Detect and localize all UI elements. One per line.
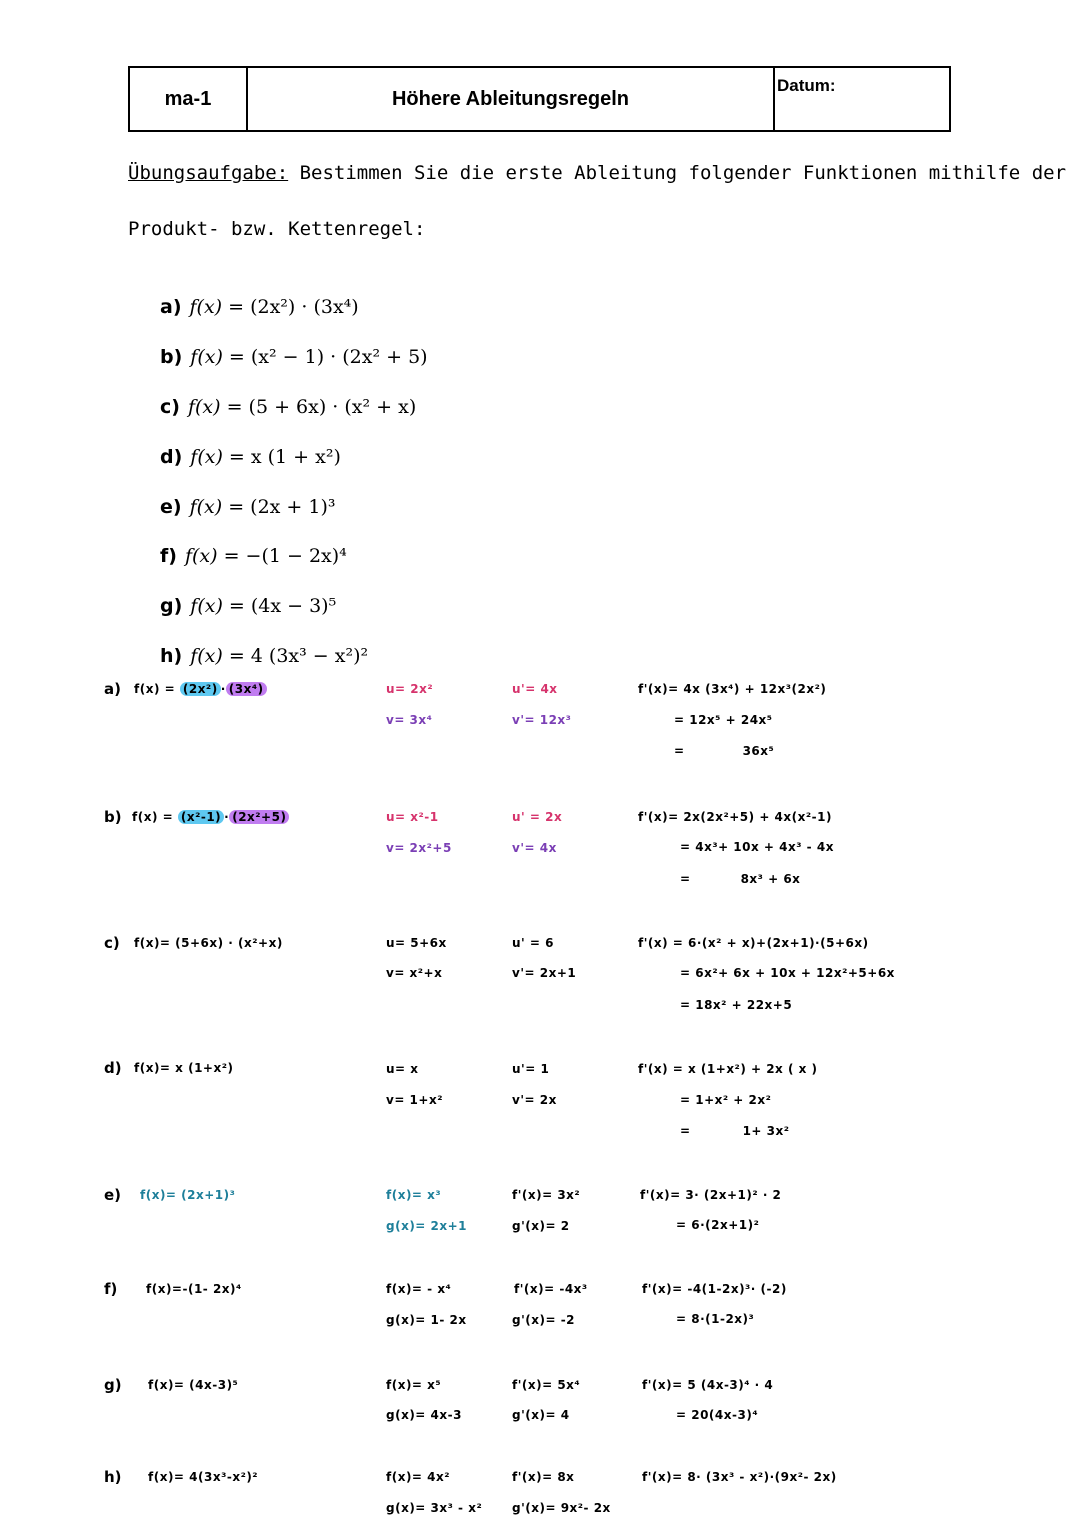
- solution-a-v: v= 3x⁴: [386, 713, 433, 727]
- header-table: [128, 66, 951, 132]
- solution-h-f: f(x)= 4x²: [386, 1470, 451, 1484]
- solution-h-dg: g'(x)= 9x²- 2x: [512, 1501, 611, 1515]
- solution-f-f: f(x)= - x⁴: [386, 1282, 452, 1296]
- solution-g-result-1: f'(x)= 5 (4x-3)⁴ · 4: [642, 1378, 774, 1392]
- solution-d-label: d): [104, 1059, 122, 1077]
- solution-b-result-3: = 8x³ + 6x: [680, 872, 801, 886]
- solution-a-result-3: = 36x⁵: [674, 744, 775, 758]
- solution-b-du: u' = 2x: [512, 810, 563, 824]
- exercise-label: Übungsaufgabe:: [128, 162, 289, 184]
- solution-c-result-3: = 18x² + 22x+5: [680, 998, 793, 1012]
- solution-c-result-2: = 6x²+ 6x + 10x + 12x²+5+6x: [680, 966, 895, 980]
- solution-e-f: f(x)= x³: [386, 1188, 442, 1202]
- solution-e-function: f(x)= (2x+1)³: [140, 1188, 236, 1202]
- task-c: c) f(x) = (5 + 6x) · (x² + x): [160, 396, 417, 418]
- solution-c-du: u' = 6: [512, 936, 554, 950]
- task-f: f) f(x) = −(1 − 2x)⁴: [160, 545, 347, 567]
- solution-g-function: f(x)= (4x-3)⁵: [148, 1378, 239, 1392]
- solution-e-label: e): [104, 1186, 122, 1204]
- solution-a-result-2: = 12x⁵ + 24x⁵: [674, 713, 773, 727]
- task-h: h) f(x) = 4 (3x³ − x²)²: [160, 645, 369, 667]
- solution-h-function: f(x)= 4(3x³-x²)²: [148, 1470, 259, 1484]
- solution-b-v: v= 2x²+5: [386, 841, 452, 855]
- solution-b-result-1: f'(x)= 2x(2x²+5) + 4x(x²-1): [638, 810, 832, 824]
- solution-e-result-1: f'(x)= 3· (2x+1)² · 2: [640, 1188, 782, 1202]
- solution-c-label: c): [104, 934, 120, 952]
- solution-a-function: f(x) = (2x²) · (3x⁴): [134, 682, 267, 696]
- solution-d-v: v= 1+x²: [386, 1093, 443, 1107]
- solution-g-df: f'(x)= 5x⁴: [512, 1378, 581, 1392]
- solution-e-df: f'(x)= 3x²: [512, 1188, 581, 1202]
- solution-d-dv: v'= 2x: [512, 1093, 557, 1107]
- solution-c-dv: v'= 2x+1: [512, 966, 577, 980]
- solution-h-g: g(x)= 3x³ - x²: [386, 1501, 483, 1515]
- solution-e-g: g(x)= 2x+1: [386, 1219, 468, 1233]
- solution-g-f: f(x)= x⁵: [386, 1378, 442, 1392]
- date-field: Datum:: [777, 76, 836, 95]
- solution-d-function: f(x)= x (1+x²): [134, 1061, 234, 1075]
- solution-d-du: u'= 1: [512, 1062, 550, 1076]
- solution-a-result-1: f'(x)= 4x (3x⁴) + 12x³(2x²): [638, 682, 827, 696]
- solution-b-label: b): [104, 808, 122, 826]
- solution-a-du: u'= 4x: [512, 682, 558, 696]
- solution-b-u: u= x²-1: [386, 810, 439, 824]
- solution-h-result-1: f'(x)= 8· (3x³ - x²)·(9x²- 2x): [642, 1470, 837, 1484]
- task-b: b) f(x) = (x² − 1) · (2x² + 5): [160, 346, 428, 368]
- solution-b-dv: v'= 4x: [512, 841, 557, 855]
- solution-a-dv: v'= 12x³: [512, 713, 572, 727]
- solution-b-function: f(x) = (x²-1) · (2x²+5): [132, 810, 289, 824]
- solution-b-result-2: = 4x³+ 10x + 4x³ - 4x: [680, 840, 834, 854]
- solution-f-dg: g'(x)= -2: [512, 1313, 576, 1327]
- intro-line-1: [128, 162, 1066, 184]
- solution-e-dg: g'(x)= 2: [512, 1219, 570, 1233]
- solution-h-df: f'(x)= 8x: [512, 1470, 575, 1484]
- solution-a-u: u= 2x²: [386, 682, 434, 696]
- intro-line-2: Produkt- bzw. Kettenregel:: [128, 218, 426, 240]
- solution-d-result-2: = 1+x² + 2x²: [680, 1093, 772, 1107]
- solution-g-dg: g'(x)= 4: [512, 1408, 570, 1422]
- page-title: Höhere Ableitungsregeln: [248, 68, 775, 130]
- solution-h-label: h): [104, 1468, 122, 1486]
- solution-a-label: a): [104, 680, 121, 698]
- solution-f-result-1: f'(x)= -4(1-2x)³· (-2): [642, 1282, 787, 1296]
- solution-f-label: f): [104, 1280, 118, 1298]
- solution-f-function: f(x)=-(1- 2x)⁴: [146, 1282, 242, 1296]
- solution-f-g: g(x)= 1- 2x: [386, 1313, 467, 1327]
- task-e: e) f(x) = (2x + 1)³: [160, 496, 336, 518]
- task-d: d) f(x) = x (1 + x²): [160, 446, 341, 468]
- intro-text-1: Bestimmen Sie die erste Ableitung folgender Funktionen mithilfe der: [288, 162, 1067, 184]
- solution-g-label: g): [104, 1376, 122, 1394]
- solution-g-g: g(x)= 4x-3: [386, 1408, 462, 1422]
- solution-e-result-2: = 6·(2x+1)²: [676, 1218, 760, 1232]
- solution-c-result-1: f'(x) = 6·(x² + x)+(2x+1)·(5+6x): [638, 936, 869, 950]
- solution-d-u: u= x: [386, 1062, 419, 1076]
- solution-d-result-1: f'(x) = x (1+x²) + 2x ( x ): [638, 1062, 818, 1076]
- solution-d-result-3: = 1+ 3x²: [680, 1124, 790, 1138]
- solution-g-result-2: = 20(4x-3)⁴: [676, 1408, 759, 1422]
- task-a: a) f(x) = (2x²) · (3x⁴): [160, 296, 359, 318]
- solution-f-result-2: = 8·(1-2x)³: [676, 1312, 755, 1326]
- course-code: ma-1: [130, 68, 248, 130]
- solution-f-df: f'(x)= -4x³: [514, 1282, 588, 1296]
- solution-c-function: f(x)= (5+6x) · (x²+x): [134, 936, 283, 950]
- task-g: g) f(x) = (4x − 3)⁵: [160, 595, 337, 617]
- solution-c-u: u= 5+6x: [386, 936, 447, 950]
- solution-c-v: v= x²+x: [386, 966, 443, 980]
